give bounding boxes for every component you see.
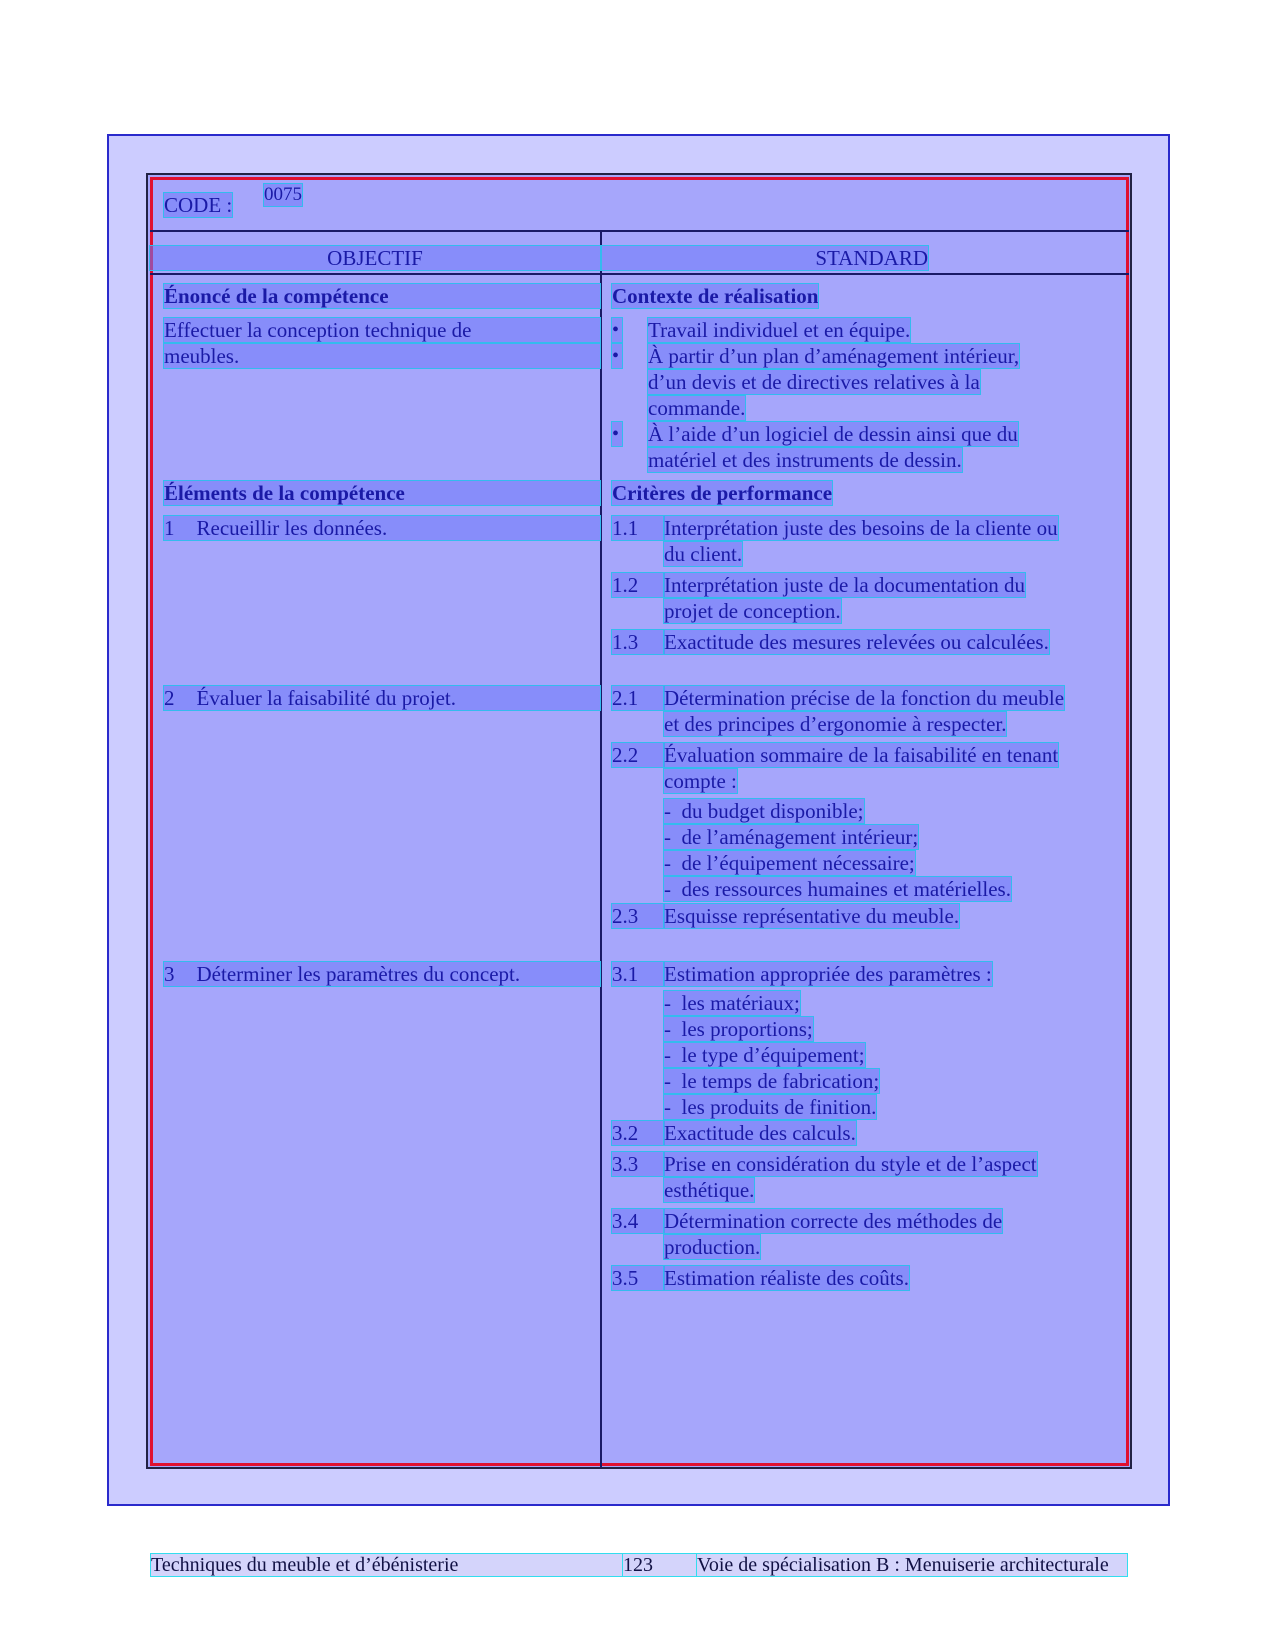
element-number: 2 [164,686,175,710]
critere-3-1-subitem: - le temps de fabrication; [664,1069,880,1093]
critere-2-2-subitem: - des ressources humaines et matérielles. [664,877,1011,901]
critere-number: 2.3 [612,904,664,928]
critere-2-3-line1: Esquisse représentative du meuble. [664,904,960,928]
code-label: CODE : [164,193,233,217]
code-value: 0075 [264,184,302,205]
footer-page-number: 123 [623,1554,697,1576]
critere-3-1-subitem: - le type d’équipement; [664,1043,865,1067]
critere-3-5-line1: Estimation réaliste des coûts. [664,1266,909,1290]
element-text: Évaluer la faisabilité du projet. [196,686,456,710]
critere-2-1-line2: et des principes d’ergonomie à respecter. [664,712,1007,736]
objectif-header: OBJECTIF [150,246,600,270]
critere-3-4-line1: Détermination correcte des méthodes de [664,1209,1003,1233]
critere-number: 3.4 [612,1209,664,1233]
critere-2-2-subitem: - de l’aménagement intérieur; [664,825,919,849]
element-3 [164,962,600,986]
critere-3-1-subitem: - les matériaux; [664,991,800,1015]
criteres-title: Critères de performance [612,481,833,505]
critere-number: 2.2 [612,743,664,767]
enonce-title: Énoncé de la compétence [164,284,600,308]
critere-3-4-line2: production. [664,1235,761,1259]
critere-1-1-line1: Interprétation juste des besoins de la cliente ou [664,516,1058,540]
critere-number: 1.1 [612,516,664,540]
contexte-item-2-line3: commande. [648,396,746,420]
contexte-item-3-line2: matériel et des instruments de dessin. [648,448,962,472]
critere-3-2-line1: Exactitude des calculs. [664,1121,856,1145]
critere-3-1-subitem: - les produits de finition. [664,1095,877,1119]
element-number: 3 [164,962,175,986]
critere-3-3-line2: esthétique. [664,1178,755,1202]
critere-number: 3.2 [612,1121,664,1145]
column-divider [600,231,602,1468]
critere-2-1-line1: Détermination précise de la fonction du meuble [664,686,1065,710]
critere-number: 3.3 [612,1152,664,1176]
bullet-icon: • [612,344,622,368]
footer-specialization: Voie de spécialisation B : Menuiserie architecturale [697,1554,1127,1576]
critere-number: 3.1 [612,962,664,986]
element-text: Déterminer les paramètres du concept. [196,962,521,986]
critere-1-3-line1: Exactitude des mesures relevées ou calculées. [664,630,1049,654]
contexte-item-3-line1: À l’aide d’un logiciel de dessin ainsi que du [648,422,1018,446]
elements-title: Éléments de la compétence [164,481,600,505]
critere-1-1-line2: du client. [664,542,743,566]
critere-1-2-line1: Interprétation juste de la documentation du [664,573,1025,597]
critere-number: 1.3 [612,630,664,654]
enonce-text-line2: meubles. [164,344,600,368]
standard-header: STANDARD [602,246,928,270]
bullet-icon: • [612,318,622,342]
element-2 [164,686,600,710]
bullet-icon: • [612,422,622,446]
contexte-item-2-line2: d’un devis et de directives relatives à la [648,370,980,394]
critere-2-2-line1: Évaluation sommaire de la faisabilité en tenant [664,743,1059,767]
critere-2-2-line2: compte : [664,769,737,793]
footer-program-title: Techniques du meuble et d’ébénisterie [151,1554,623,1576]
header-divider [150,230,1129,232]
contexte-title: Contexte de réalisation [612,284,819,308]
critere-2-2-subitem: - de l’équipement nécessaire; [664,851,915,875]
enonce-text-line1: Effectuer la conception technique de [164,318,600,342]
critere-1-2-line2: projet de conception. [664,599,841,623]
critere-2-2-subitem: - du budget disponible; [664,799,864,823]
column-header-divider [150,273,1129,275]
element-1 [164,516,600,540]
critere-3-1-line1: Estimation appropriée des paramètres : [664,962,992,986]
critere-number: 3.5 [612,1266,664,1290]
contexte-item-2-line1: À partir d’un plan d’aménagement intérieur, [648,344,1020,368]
critere-number: 2.1 [612,686,664,710]
element-number: 1 [164,516,175,540]
element-text: Recueillir les données. [196,516,388,540]
critere-number: 1.2 [612,573,664,597]
critere-3-1-subitem: - les proportions; [664,1017,813,1041]
critere-3-3-line1: Prise en considération du style et de l’aspect [664,1152,1037,1176]
contexte-item-1: Travail individuel et en équipe. [648,318,911,342]
